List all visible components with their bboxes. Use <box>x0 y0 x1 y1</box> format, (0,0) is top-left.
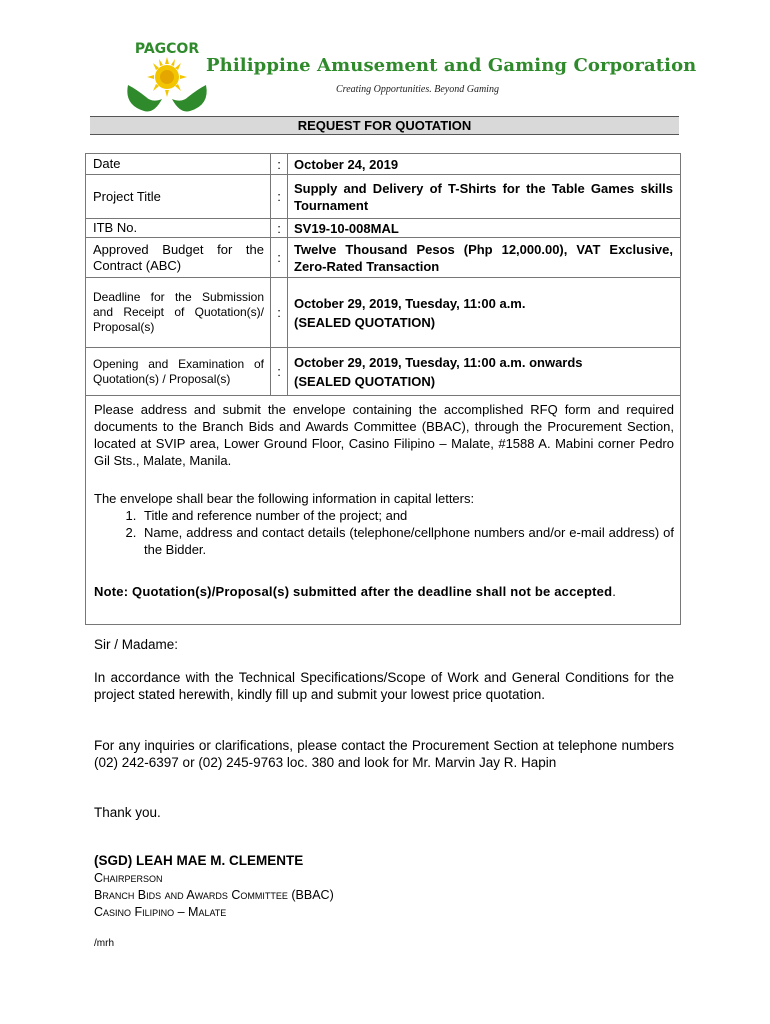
colon-separator: : <box>271 219 288 237</box>
closing: Thank you. <box>94 805 161 820</box>
table-row-date <box>86 154 680 175</box>
table-row-project-title <box>86 175 680 219</box>
project-title-value <box>288 175 680 218</box>
envelope-items-list <box>94 507 674 558</box>
opening-value <box>288 348 680 395</box>
colon-separator: : <box>271 278 288 347</box>
note-period: . <box>612 584 617 599</box>
table-row-itb-no <box>86 219 680 238</box>
abc-label-text: Approved Budget for the Contract (ABC) <box>93 241 264 273</box>
deadline-note <box>94 583 674 600</box>
list-item: 1. Title and reference number of the project; and <box>140 507 674 524</box>
tagline: Creating Opportunities. Beyond Gaming <box>336 84 499 95</box>
abc-value <box>288 238 680 277</box>
colon-separator: : <box>271 175 288 218</box>
deadline-label-text: Deadline for the Submission and Receipt of Quotation(s)/ Proposal(s) <box>93 290 264 334</box>
signatory-branch: Casino Filipino – Malate <box>94 905 227 919</box>
deadline-sealed-note: (SEALED QUOTATION) <box>294 314 436 330</box>
opening-sealed-note: (SEALED QUOTATION) <box>294 373 436 389</box>
signatory-position: Chairperson <box>94 871 163 885</box>
row-label: Date <box>86 154 271 174</box>
itb-number-value: SV19-10-008MAL <box>294 220 399 236</box>
table-row-deadline <box>86 278 680 348</box>
logo-text: PAGCOR <box>134 41 200 57</box>
opening-label-text: Opening and Examination of Quotation(s) / Proposal(s) <box>93 356 264 386</box>
row-label: ITB No. <box>86 219 271 237</box>
deadline-datetime: October 29, 2019, Tuesday, 11:00 a.m. <box>294 295 526 311</box>
signatory-name: (SGD) LEAH MAE M. CLEMENTE <box>94 853 304 868</box>
pagcor-logo <box>122 37 212 115</box>
list-item: 2. Name, address and contact details (telephone/cellphone numbers and/or e-mail address) of the Bidder. <box>140 524 674 558</box>
envelope-requirements <box>94 490 674 558</box>
table-row-opening <box>86 348 680 396</box>
row-label <box>86 348 271 395</box>
colon-separator: : <box>271 348 288 395</box>
row-label <box>86 238 271 277</box>
reference-initials: /mrh <box>94 938 114 949</box>
salutation: Sir / Madame: <box>94 637 179 652</box>
envelope-intro: The envelope shall bear the following information in capital letters: <box>94 491 475 506</box>
signatory-committee: Branch Bids and Awards Committee (BBAC) <box>94 888 334 902</box>
note-text: Note: Quotation(s)/Proposal(s) submitted after the deadline shall not be accepted <box>94 584 613 599</box>
row-label <box>86 278 271 347</box>
opening-datetime: October 29, 2019, Tuesday, 11:00 a.m. onwards <box>294 354 583 370</box>
project-title-text: Supply and Delivery of T-Shirts for the Table Games skills Tournament <box>294 180 673 213</box>
colon-separator: : <box>271 238 288 277</box>
organization-name: Philippine Amusement and Gaming Corporation <box>206 55 697 76</box>
date-value: October 24, 2019 <box>294 156 399 172</box>
abc-value-text: Twelve Thousand Pesos (Php 12,000.00), VAT Exclusive, Zero-Rated Transaction <box>294 241 673 274</box>
row-label: Project Title <box>86 175 271 218</box>
paragraph-inquiries: For any inquiries or clarifications, please contact the Procurement Section at telephone numbers (02) 242-6397 or (02) 245-9763 loc. 380 and look for Mr. Marvin Jay R. Hapin <box>94 738 674 770</box>
document-title: REQUEST FOR QUOTATION <box>90 116 679 135</box>
colon-separator: : <box>271 154 288 174</box>
rfq-details-table <box>85 153 681 625</box>
submission-instructions: Please address and submit the envelope containing the accomplished RFQ form and required documents to the Branch Bids and Awards Committee (BBAC), through the Procurement Section, located at SVIP area, Lower Ground Floor, Casino Filipino – Malate, #1588 A. Mabini corner Pedro Gil Sts., Malate, Manila. <box>94 402 674 468</box>
paragraph-instructions: In accordance with the Technical Specifications/Scope of Work and General Conditions for the project stated herewith, kindly fill up and submit your lowest price quotation. <box>94 670 674 702</box>
deadline-value <box>288 278 680 347</box>
table-row-abc <box>86 238 680 278</box>
